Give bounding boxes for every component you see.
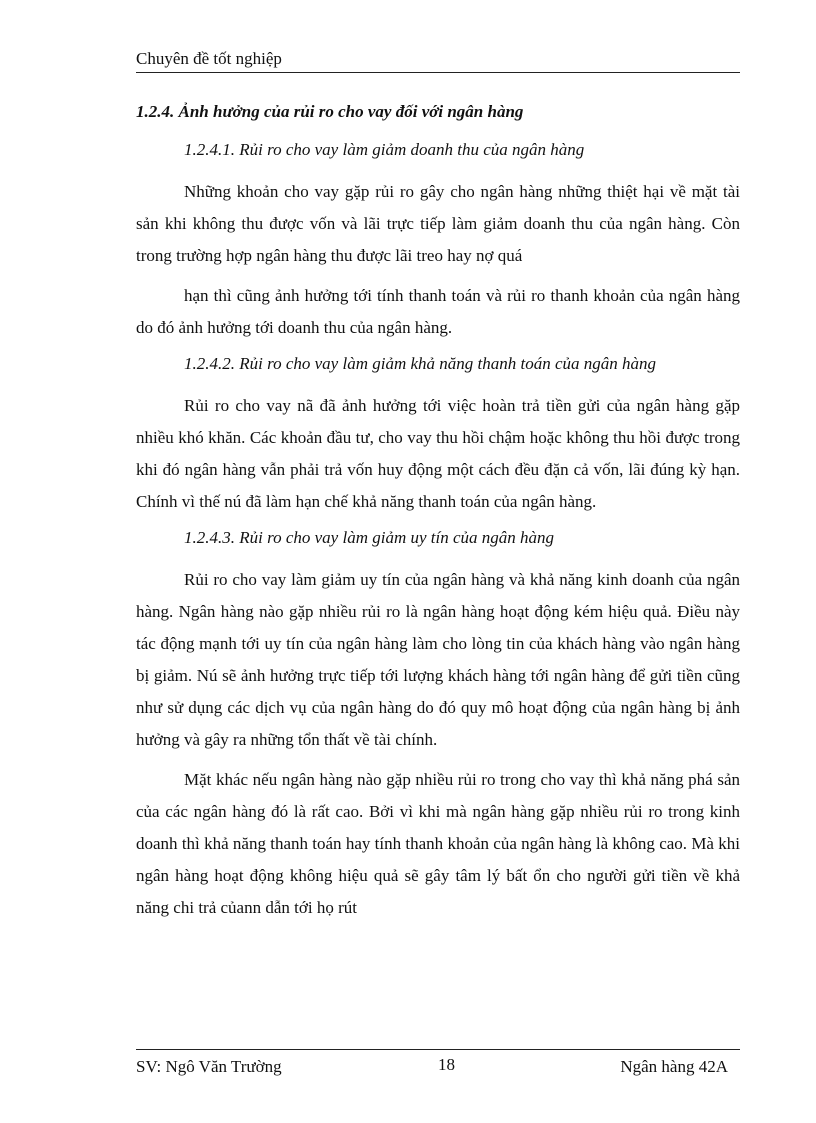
paragraph: Rủi ro cho vay làm giảm uy tín của ngân hàng và khả năng kinh doanh của ngân hàng. Ngân hàng nào gặp nhiều rủi ro là ngân hàng hoạt động kém hiệu quả. Điều này tác động mạnh tới uy tín của ngân hàng làm cho lòng tin của khách hàng vào ngân hàng bị giảm. Nú sẽ ảnh hưởng trực tiếp tới lượng khách hàng tới ngân hàng để gửi tiền cũng như sử dụng các dịch vụ của ngân hàng do đó quy mô hoạt động của ngân hàng bị ảnh hưởng và gây ra những tổn thất về tài chính. — [136, 570, 740, 749]
subheading-1241: 1.2.4.1. Rủi ro cho vay làm giảm doanh thu của ngân hàng — [184, 140, 585, 159]
paragraph: Rủi ro cho vay nã đã ảnh hưởng tới việc hoàn trả tiền gửi của ngân hàng gặp nhiều khó khăn. Các khoản đầu tư, cho vay thu hồi chậm hoặc không thu hồi được trong khi đó ngân hàng vẫn phải trả vốn huy động một cách đều đặn cả vốn, lãi đúng kỳ hạn. Chính vì thế nú đã làm hạn chế khả năng thanh toán của ngân hàng. — [136, 396, 740, 511]
page-number: 18 — [438, 1055, 455, 1074]
page-header — [136, 48, 740, 73]
subheading-1242: 1.2.4.2. Rủi ro cho vay làm giảm khả năng thanh toán của ngân hàng — [184, 354, 657, 373]
header-title: Chuyên đề tốt nghiệp — [136, 49, 282, 68]
paragraph: hạn thì cũng ảnh hưởng tới tính thanh toán và rủi ro thanh khoản của ngân hàng do đó ảnh hưởng tới doanh thu của ngân hàng. — [136, 286, 740, 337]
page-footer — [136, 1054, 740, 1076]
footer-divider — [136, 1049, 740, 1050]
paragraph: Mặt khác nếu ngân hàng nào gặp nhiều rủi ro trong cho vay thì khả năng phá sản của các ngân hàng đó là rất cao. Bởi vì khi mà ngân hàng gặp nhiều rủi ro trong kinh doanh thì khả năng thanh toán hay tính thanh khoản của ngân hàng là không cao. Mà khi ngân hàng hoạt động không hiệu quả sẽ gây tâm lý bất ổn cho người gửi tiền về khả năng chi trả củann dẫn tới họ rút — [136, 770, 740, 917]
page-content — [136, 96, 740, 932]
paragraph: Những khoản cho vay gặp rủi ro gây cho ngân hàng những thiệt hại về mặt tài sản khi không thu được vốn và lãi trực tiếp làm giảm doanh thu của ngân hàng. Còn trong trường hợp ngân hàng thu được lãi treo hay nợ quá — [136, 182, 740, 265]
footer-student: SV: Ngô Văn Trường — [136, 1057, 282, 1076]
footer-class: Ngân hàng 42A — [620, 1057, 728, 1076]
section-heading: 1.2.4. Ảnh hưởng của rủi ro cho vay đối với ngân hàng — [136, 102, 524, 121]
subheading-1243: 1.2.4.3. Rủi ro cho vay làm giảm uy tín của ngân hàng — [184, 528, 555, 547]
